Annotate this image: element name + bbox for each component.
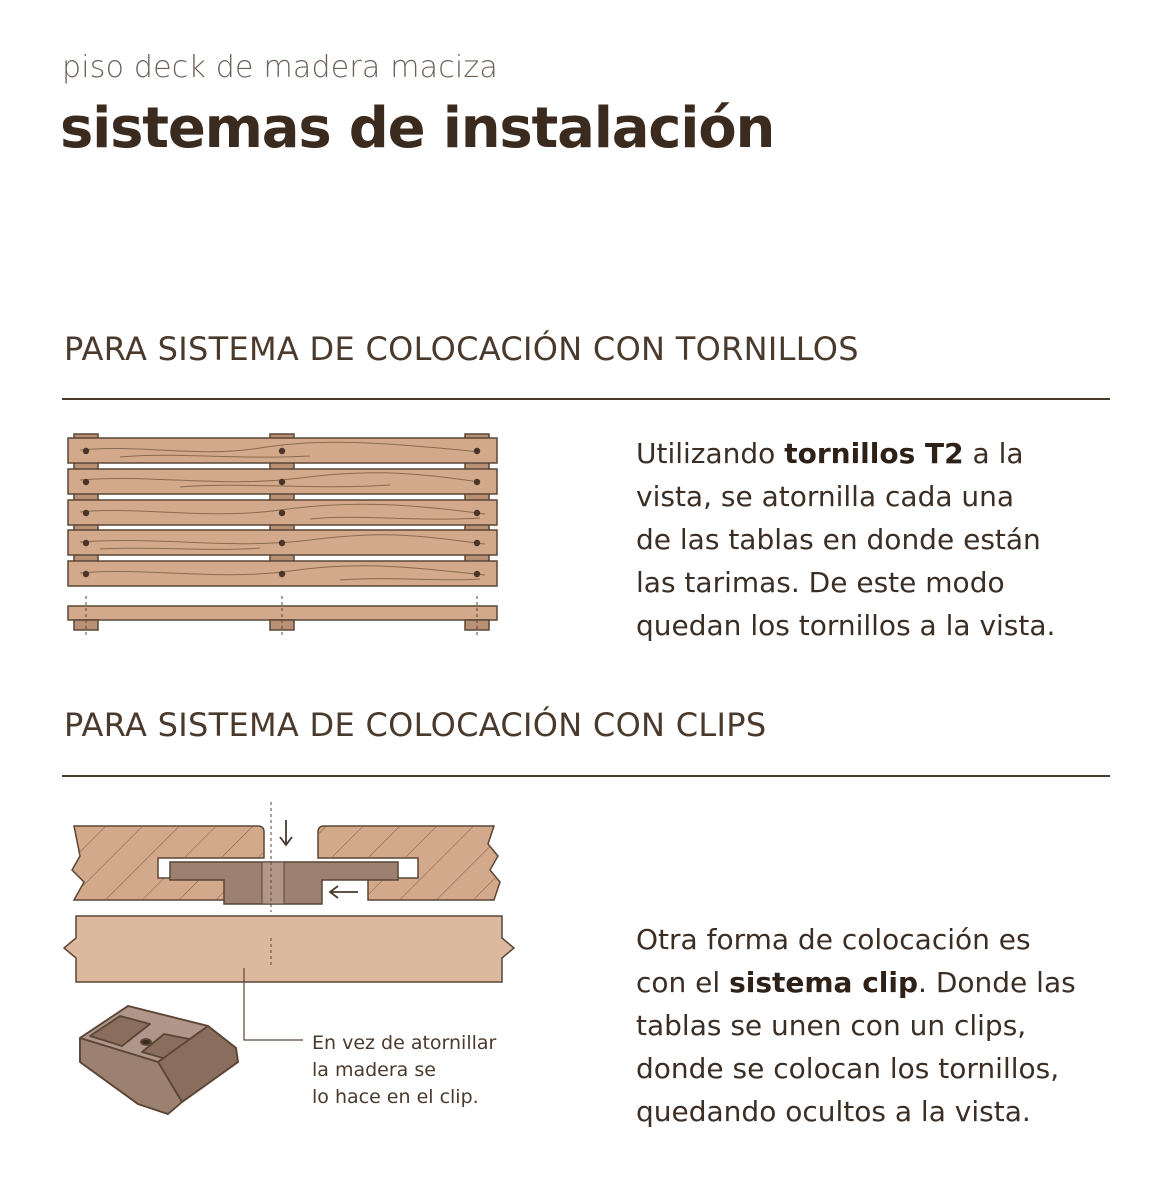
page-subtitle: piso deck de madera maciza bbox=[62, 50, 498, 85]
clip-caption bbox=[312, 1030, 496, 1111]
clips-text-line: quedando ocultos a la vista. bbox=[636, 1095, 1031, 1128]
clips-text-line: con el sistema clip. Donde las bbox=[636, 966, 1076, 999]
clips-section-divider bbox=[62, 775, 1110, 777]
clips-section-heading: PARA SISTEMA DE COLOCACIÓN CON CLIPS bbox=[64, 706, 767, 744]
clips-text-line: Otra forma de colocación es bbox=[636, 923, 1031, 956]
joist-board bbox=[64, 916, 514, 982]
screws-text-line: Utilizando tornillos T2 a la bbox=[636, 437, 1024, 470]
clips-bold-term: sistema clip bbox=[729, 966, 919, 999]
arrow-down-icon bbox=[280, 820, 292, 845]
screws-text-line: quedan los tornillos a la vista. bbox=[636, 609, 1056, 642]
page-title: sistemas de instalación bbox=[60, 96, 775, 161]
caption-line: lo hace en el clip. bbox=[312, 1086, 479, 1108]
caption-line: En vez de atornillar bbox=[312, 1032, 497, 1054]
clip-3d-illustration bbox=[80, 1006, 238, 1114]
clips-text-line: tablas se unen con un clips, bbox=[636, 1009, 1027, 1042]
screws-deck-illustration bbox=[60, 430, 510, 640]
screws-section-divider bbox=[62, 398, 1110, 400]
screws-section-heading: PARA SISTEMA DE COLOCACIÓN CON TORNILLOS bbox=[64, 330, 859, 368]
deck-side-view bbox=[68, 596, 497, 636]
screws-description bbox=[636, 432, 1136, 647]
screws-text-line: las tarimas. De este modo bbox=[636, 566, 1005, 599]
caption-line: la madera se bbox=[312, 1059, 436, 1081]
screws-bold-term: tornillos T2 bbox=[784, 437, 964, 470]
arrow-left-icon bbox=[330, 886, 358, 898]
screws-text-line: de las tablas en donde están bbox=[636, 523, 1041, 556]
clips-description bbox=[636, 918, 1136, 1133]
screws-text-line: vista, se atornilla cada una bbox=[636, 480, 1015, 513]
clips-text-line: donde se colocan los tornillos, bbox=[636, 1052, 1060, 1085]
clips-illustration bbox=[58, 800, 528, 1170]
